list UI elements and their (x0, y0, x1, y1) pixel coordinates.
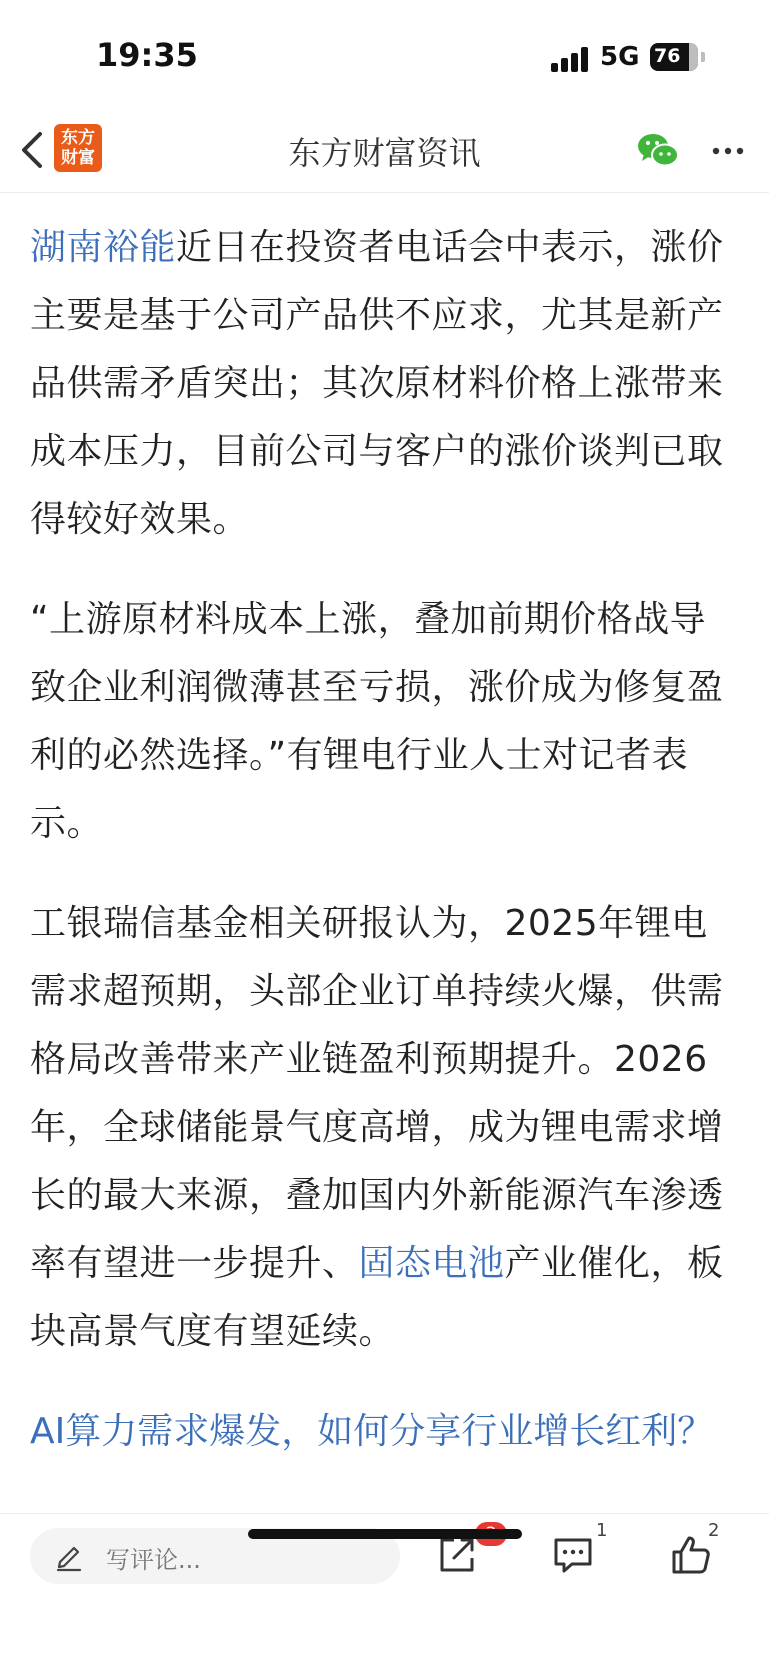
pen-icon (54, 1540, 84, 1572)
more-icon[interactable] (708, 136, 748, 166)
article-body (30, 214, 742, 1466)
logo-line2: 财富 (61, 148, 95, 168)
article-paragraph-1 (30, 214, 742, 554)
back-icon[interactable] (16, 128, 50, 172)
like-count: 2 (708, 1520, 720, 1541)
nav-bar (0, 110, 769, 193)
app-logo[interactable] (54, 124, 102, 172)
topic-link-solid-state-battery[interactable]: 固态电池 (358, 1243, 505, 1284)
article-paragraph-3 (30, 890, 742, 1366)
page-title: 东方财富资讯 (288, 134, 481, 172)
stock-link-hunan-yuneng[interactable]: 湖南裕能 (30, 227, 177, 268)
comment-placeholder: 写评论... (106, 1546, 201, 1574)
status-time: 19:35 (96, 36, 198, 74)
related-article-link[interactable]: AI算力需求爆发，如何分享行业增长红利？ (30, 1411, 714, 1452)
battery-icon (650, 43, 702, 71)
comment-count: 1 (596, 1520, 608, 1541)
logo-line1: 东方 (61, 128, 95, 148)
network-type: 5G (600, 42, 640, 72)
comment-icon[interactable] (548, 1530, 598, 1580)
signal-icon (551, 46, 591, 72)
paragraph-3-text-b: 产业催化，板块高景气度有望延续。 (30, 1243, 724, 1352)
home-indicator[interactable] (248, 1529, 522, 1539)
paragraph-1-text: 近日在投资者电话会中表示，涨价主要是基于公司产品供不应求，尤其是新产品供需矛盾突出；其次原材料价格上涨带来成本压力，目前公司与客户的涨价谈判已取得较好效果。 (30, 227, 724, 540)
article-paragraph-2 (30, 586, 742, 858)
paragraph-3-text-a: 工银瑞信基金相关研报认为，2025年锂电需求超预期，头部企业订单持续火爆，供需格局改善带来产业链盈利预期提升。2026年，全球储能景气度高增，成为锂电需求增长的最大来源，叠加国内外新能源汽车渗透率有望进一步提升、 (30, 903, 724, 1284)
paragraph-2-text: “上游原材料成本上涨，叠加前期价格战导致企业利润微薄甚至亏损，涨价成为修复盈利的必然选择。”有锂电行业人士对记者表示。 (30, 599, 724, 844)
status-bar (0, 0, 769, 110)
wechat-icon[interactable] (636, 130, 680, 170)
battery-level: 76 (654, 45, 681, 67)
